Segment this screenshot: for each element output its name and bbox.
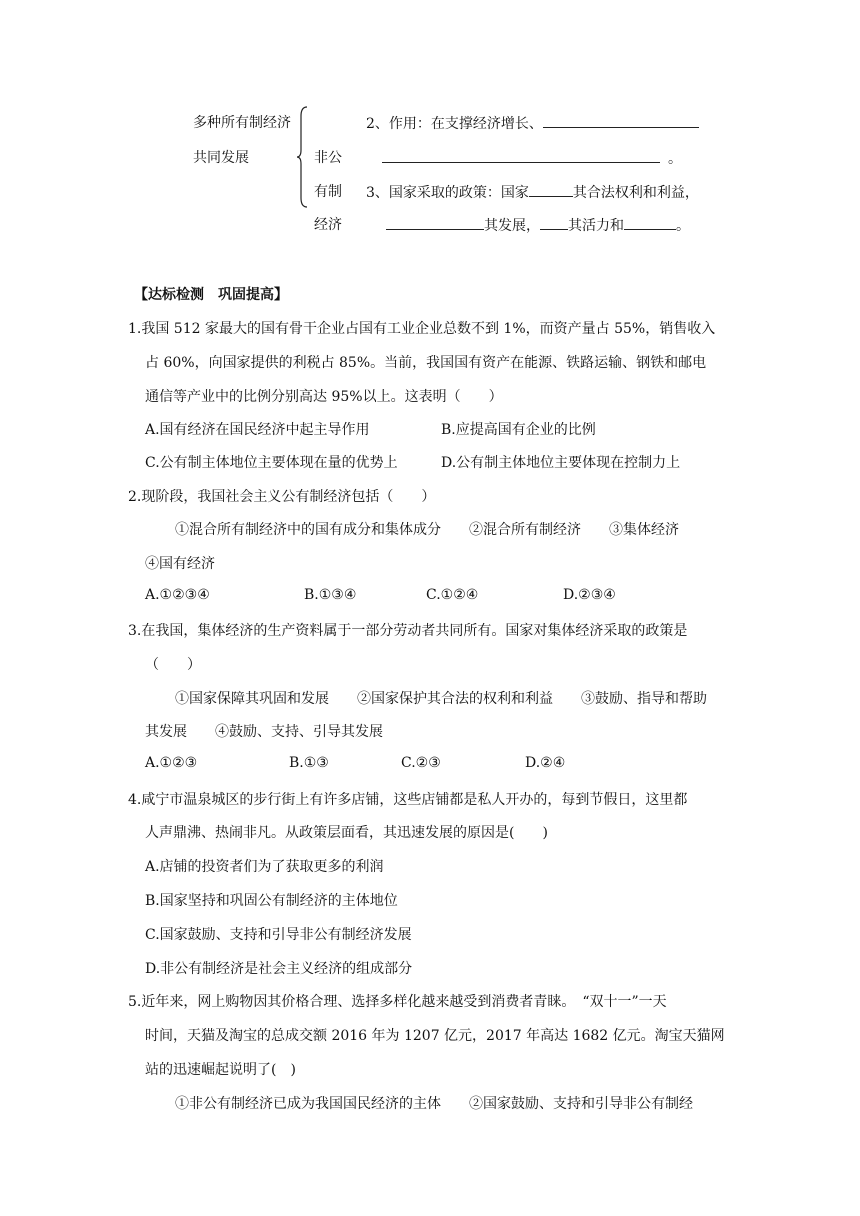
q2-option-a[interactable]: A.①②③④: [145, 587, 210, 603]
item-3-text-c: 其发展，: [484, 218, 540, 234]
q4-option-c[interactable]: C.国家鼓励、支持和引导非公有制经济发展: [145, 927, 412, 943]
mid-label-1: 非公: [314, 150, 342, 166]
blank-item3-d[interactable]: [624, 214, 676, 230]
section-title: 【达标检测 巩固提高】: [134, 287, 288, 303]
item-2-line: [366, 112, 699, 133]
q4-option-d[interactable]: D.非公有制经济是社会主义经济的组成部分: [145, 961, 413, 977]
blank-item3-c[interactable]: [540, 214, 568, 230]
q1-option-a[interactable]: A.国有经济在国民经济中起主导作用: [145, 422, 370, 438]
blank-item2-cont[interactable]: [382, 147, 660, 163]
q4-line-2: 人声鼎沸、热闹非凡。从政策层面看，其迅速发展的原因是( ): [145, 825, 548, 841]
q2-option-c[interactable]: C.①②④: [426, 587, 479, 603]
left-label-1: 多种所有制经济: [193, 115, 291, 131]
q4-line-1: 4.咸宁市温泉城区的步行街上有许多店铺，这些店铺都是私人开办的，每到节假日，这里都: [128, 792, 688, 808]
q5-line-4: ①非公有制经济已成为我国国民经济的主体 ②国家鼓励、支持和引导非公有制经: [175, 1096, 693, 1112]
q3-option-b[interactable]: B.①③: [289, 755, 329, 771]
item-3-text-a: 3、国家采取的政策：国家: [366, 185, 529, 201]
q3-option-c[interactable]: C.②③: [401, 755, 441, 771]
period: 。: [668, 151, 682, 167]
q1-option-d[interactable]: D.公有制主体地位主要体现在控制力上: [441, 455, 681, 471]
item-2-text: 2、作用：在支撑经济增长、: [366, 116, 543, 132]
q2-line-1: 2.现阶段，我国社会主义公有制经济包括（ ）: [128, 489, 436, 505]
blank-item2[interactable]: [543, 112, 699, 128]
q1-line-3: 通信等产业中的比例分别高达 95%以上。这表明（ ）: [145, 389, 503, 405]
q3-option-d[interactable]: D.②④: [525, 755, 566, 771]
q5-line-2: 时间，天猫及淘宝的总成交额 2016 年为 1207 亿元，2017 年高达 1682 亿元。淘宝天猫网: [145, 1028, 725, 1044]
blank-item3-b[interactable]: [386, 214, 484, 230]
q3-line-1: 3.在我国，集体经济的生产资料属于一部分劳动者共同所有。国家对集体经济采取的政策是: [128, 623, 688, 639]
left-label-2: 共同发展: [193, 150, 249, 166]
q1-option-b[interactable]: B.应提高国有企业的比例: [441, 422, 596, 438]
item-2-continuation: [382, 147, 682, 168]
q4-option-b[interactable]: B.国家坚持和巩固公有制经济的主体地位: [145, 893, 398, 909]
blank-item3-a[interactable]: [529, 181, 573, 197]
item-3-continuation: [386, 214, 690, 235]
q5-line-1: 5.近年来，网上购物因其价格合理、选择多样化越来越受到消费者青睐。 “双十一”一天: [128, 994, 667, 1010]
period-2: 。: [676, 218, 690, 234]
q1-line-1: 1.我国 512 家最大的国有骨干企业占国有工业企业总数不到 1%，而资产量占 55%，销售收入: [128, 321, 716, 337]
curly-brace: [296, 106, 308, 208]
q3-line-3: ①国家保障其巩固和发展 ②国家保护其合法的权利和利益 ③鼓励、指导和帮助: [175, 691, 707, 707]
mid-label-2: 有制: [314, 184, 342, 200]
q3-line-4: 其发展 ④鼓励、支持、引导其发展: [145, 724, 383, 740]
item-3-text-b: 其合法权利和利益，: [572, 185, 699, 201]
q2-line-2: ①混合所有制经济中的国有成分和集体成分 ②混合所有制经济 ③集体经济: [175, 522, 679, 538]
q1-line-2: 占 60%，向国家提供的利税占 85%。当前，我国国有资产在能源、铁路运输、钢铁和邮电: [145, 355, 707, 371]
q2-option-b[interactable]: B.①③④: [304, 587, 357, 603]
mid-label-3: 经济: [314, 217, 342, 233]
q2-line-3: ④国有经济: [145, 556, 215, 572]
q2-option-d[interactable]: D.②③④: [563, 587, 616, 603]
q1-option-c[interactable]: C.公有制主体地位主要体现在量的优势上: [145, 455, 398, 471]
q4-option-a[interactable]: A.店铺的投资者们为了获取更多的利润: [145, 859, 384, 875]
q3-option-a[interactable]: A.①②③: [145, 755, 198, 771]
item-3-line: [366, 181, 699, 202]
q5-line-3: 站的迅速崛起说明了( ): [145, 1062, 296, 1078]
item-3-text-d: 其活力和: [568, 218, 624, 234]
q3-line-2: （ ）: [145, 657, 201, 673]
